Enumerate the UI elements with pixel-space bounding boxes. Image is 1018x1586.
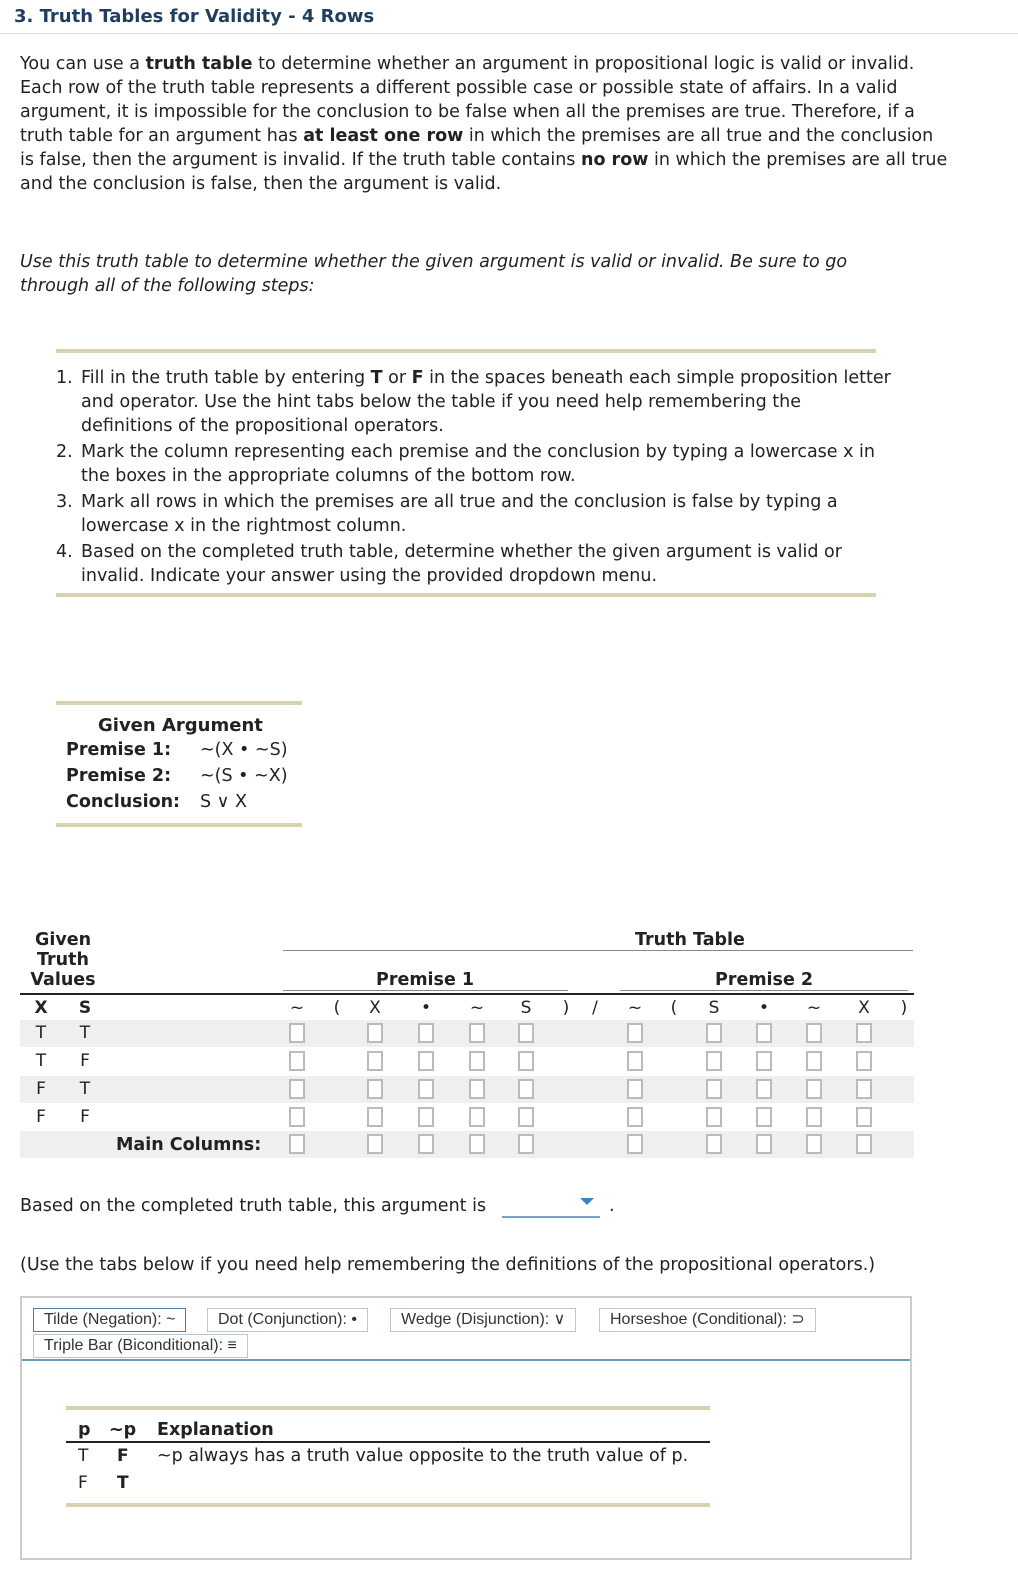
truth-value-input[interactable]	[856, 1023, 872, 1043]
bold-text: at least one row	[303, 126, 464, 146]
main-column-box[interactable]	[469, 1134, 485, 1154]
step-item-4	[56, 540, 896, 588]
given-value: F	[36, 1079, 46, 1099]
premise2-symbol: ~	[806, 998, 822, 1018]
argument-title: Given Argument	[98, 715, 263, 736]
truth-value-input[interactable]	[627, 1051, 643, 1071]
var-header-x: X	[34, 998, 48, 1018]
main-column-box[interactable]	[289, 1134, 305, 1154]
given-label-line1: Given	[35, 930, 92, 950]
text: in which the premises are all true and the conclusion is false, then the argument is valid.	[20, 150, 948, 194]
premise2-label: Premise 2:	[66, 766, 172, 786]
truth-value-input[interactable]	[289, 1051, 305, 1071]
truth-value-input[interactable]	[289, 1023, 305, 1043]
premise2-symbol: •	[758, 998, 770, 1018]
premise2-value: ~(S • ~X)	[200, 766, 288, 786]
text: You can use a	[20, 54, 146, 74]
tabs-divider	[22, 1359, 910, 1361]
given-value: T	[79, 1079, 91, 1099]
text: Fill in the truth table by entering	[81, 368, 371, 388]
step-number: 4.	[56, 542, 73, 562]
steps-bottom-rule	[56, 593, 876, 597]
page-title: 3. Truth Tables for Validity - 4 Rows	[0, 0, 1018, 34]
truth-value-input[interactable]	[418, 1023, 434, 1043]
truth-value-input[interactable]	[806, 1079, 822, 1099]
truth-value-input[interactable]	[289, 1079, 305, 1099]
truth-table-underline	[283, 950, 913, 951]
given-value: F	[36, 1107, 46, 1127]
premise2-symbol: X	[858, 998, 870, 1018]
premise2-symbol: (	[670, 998, 678, 1018]
neg-explanation: ~p always has a truth value opposite to the truth value of p.	[157, 1446, 689, 1466]
text: in the spaces beneath each simple proposition letter and operator. Use the hint tabs below the table if you need help remembering the definitions of the propositional operators.	[81, 368, 891, 436]
premise1-label: Premise 1:	[66, 740, 172, 760]
truth-value-input[interactable]	[806, 1023, 822, 1043]
tab-tilde[interactable]: Tilde (Negation): ~	[33, 1308, 186, 1332]
premise1-header: Premise 1	[376, 970, 475, 990]
main-column-box[interactable]	[518, 1134, 534, 1154]
truth-value-input[interactable]	[418, 1079, 434, 1099]
given-value: T	[35, 1023, 47, 1043]
truth-value-input[interactable]	[518, 1023, 534, 1043]
premise1-symbol: S	[520, 998, 532, 1018]
premise1-symbol: •	[420, 998, 432, 1018]
main-column-box[interactable]	[856, 1134, 872, 1154]
text: in which the premises are all true and the conclusion is false, then the argument is invalid. If the truth table contains	[20, 126, 934, 170]
truth-value-input[interactable]	[289, 1107, 305, 1127]
truth-value-input[interactable]	[518, 1051, 534, 1071]
main-column-box[interactable]	[806, 1134, 822, 1154]
text: Mark the column representing each premise and the conclusion by typing a lowercase x in the boxes in the appropriate columns of the bottom row.	[81, 442, 876, 486]
intro-paragraph	[20, 52, 950, 196]
premise1-symbol: ~	[469, 998, 485, 1018]
main-column-box[interactable]	[627, 1134, 643, 1154]
premise1-symbol: X	[369, 998, 381, 1018]
premise2-symbol: S	[708, 998, 720, 1018]
truth-value-input[interactable]	[756, 1079, 772, 1099]
truth-table-label: Truth Table	[635, 930, 745, 950]
truth-value-input[interactable]	[627, 1079, 643, 1099]
truth-value-input[interactable]	[756, 1023, 772, 1043]
truth-value-input[interactable]	[367, 1107, 383, 1127]
given-value: T	[35, 1051, 47, 1071]
steps-top-rule	[56, 349, 876, 353]
truth-value-input[interactable]	[367, 1051, 383, 1071]
step-item-1	[56, 366, 896, 438]
answer-suffix: .	[609, 1196, 615, 1216]
tab-triple-bar[interactable]: Triple Bar (Biconditional): ≡	[33, 1334, 248, 1358]
given-label-line3: Values	[30, 970, 96, 990]
text: Based on the completed truth table, determine whether the given argument is valid or invalid. Indicate your answer using the provided dropdown menu.	[81, 542, 842, 586]
bold-text: no row	[580, 150, 649, 170]
given-value: F	[80, 1107, 90, 1127]
truth-value-input[interactable]	[856, 1051, 872, 1071]
truth-value-input[interactable]	[367, 1023, 383, 1043]
truth-value-input[interactable]	[627, 1023, 643, 1043]
neg-row1-notp: F	[117, 1446, 129, 1466]
bold-text: F	[411, 368, 424, 388]
premise2-underline	[620, 990, 908, 991]
tab-horseshoe[interactable]: Horseshoe (Conditional): ⊃	[599, 1308, 816, 1332]
given-label-line2: Truth	[37, 950, 89, 970]
truth-value-input[interactable]	[418, 1107, 434, 1127]
text: or	[382, 368, 412, 388]
answer-prefix: Based on the completed truth table, this argument is	[20, 1196, 487, 1216]
negation-header-line	[66, 1441, 710, 1443]
neg-row2-p: F	[78, 1473, 88, 1493]
premise2-symbol: )	[900, 998, 908, 1018]
step-number: 3.	[56, 492, 73, 512]
steps-list	[56, 366, 896, 590]
tab-dot[interactable]: Dot (Conjunction): •	[207, 1308, 368, 1332]
conclusion-value: S ∨ X	[200, 792, 248, 812]
given-truth-values-header	[35, 930, 91, 950]
truth-value-input[interactable]	[756, 1051, 772, 1071]
bold-text: truth table	[145, 54, 253, 74]
truth-value-input[interactable]	[367, 1079, 383, 1099]
premise-separator: /	[592, 998, 598, 1018]
neg-row1-p: T	[78, 1446, 89, 1466]
truth-value-input[interactable]	[856, 1079, 872, 1099]
premise1-value: ~(X • ~S)	[200, 740, 288, 760]
premise1-underline	[283, 990, 568, 991]
premise1-symbol: )	[562, 998, 570, 1018]
chevron-down-icon[interactable]	[580, 1198, 594, 1205]
negation-bottom-rule	[66, 1503, 710, 1507]
premise1-symbol: ~	[289, 998, 305, 1018]
step-number: 1.	[56, 368, 73, 388]
row-band-1	[20, 1020, 914, 1047]
header-divider	[20, 993, 914, 995]
truth-value-input[interactable]	[856, 1107, 872, 1127]
premise2-symbol: ~	[627, 998, 643, 1018]
neg-row2-notp: T	[117, 1473, 129, 1493]
main-columns-label: Main Columns:	[116, 1135, 262, 1155]
validity-dropdown[interactable]	[502, 1194, 600, 1218]
conclusion-label: Conclusion:	[66, 792, 181, 812]
given-value: F	[80, 1051, 90, 1071]
truth-value-input[interactable]	[756, 1107, 772, 1127]
bold-text: T	[370, 368, 383, 388]
truth-value-input[interactable]	[518, 1079, 534, 1099]
var-header-s: S	[78, 998, 92, 1018]
premise2-header: Premise 2	[715, 970, 814, 990]
argument-top-rule	[56, 701, 302, 705]
row-band-3	[20, 1076, 914, 1103]
premise1-symbol: (	[333, 998, 341, 1018]
truth-value-input[interactable]	[518, 1107, 534, 1127]
truth-value-input[interactable]	[706, 1107, 722, 1127]
negation-top-rule	[66, 1406, 710, 1410]
neg-header-notp: ~p	[109, 1420, 137, 1440]
text: to determine whether an argument in propositional logic is valid or invalid. Each row of the truth table represents a different possible case or possible state of affairs. In a valid argument, it is impossible for the conclusion to be false when all the premises are true. Therefore, if a truth table for an argument has	[20, 54, 915, 146]
truth-value-input[interactable]	[469, 1107, 485, 1127]
step-item-2	[56, 440, 896, 488]
truth-value-input[interactable]	[706, 1023, 722, 1043]
tab-wedge[interactable]: Wedge (Disjunction): ∨	[390, 1308, 576, 1332]
main-column-box[interactable]	[756, 1134, 772, 1154]
truth-value-input[interactable]	[627, 1107, 643, 1127]
given-value: T	[79, 1023, 91, 1043]
step-number: 2.	[56, 442, 73, 462]
truth-value-input[interactable]	[806, 1051, 822, 1071]
step-item-3	[56, 490, 896, 538]
instruction-text: Use this truth table to determine whether the given argument is valid or invalid. Be sure to go through all of the following steps:	[20, 252, 848, 296]
truth-value-input[interactable]	[469, 1079, 485, 1099]
text: Mark all rows in which the premises are all true and the conclusion is false by typing a lowercase x in the rightmost column.	[81, 492, 838, 536]
truth-value-input[interactable]	[806, 1107, 822, 1127]
main-column-box[interactable]	[367, 1134, 383, 1154]
truth-value-input[interactable]	[469, 1051, 485, 1071]
truth-value-input[interactable]	[418, 1051, 434, 1071]
neg-header-p: p	[78, 1420, 91, 1440]
truth-value-input[interactable]	[706, 1079, 722, 1099]
main-column-box[interactable]	[418, 1134, 434, 1154]
neg-header-explanation: Explanation	[157, 1420, 274, 1440]
truth-value-input[interactable]	[469, 1023, 485, 1043]
argument-bottom-rule	[56, 823, 302, 827]
truth-value-input[interactable]	[706, 1051, 722, 1071]
hint-note: (Use the tabs below if you need help remembering the definitions of the propositional operators.)	[20, 1255, 876, 1275]
main-column-box[interactable]	[706, 1134, 722, 1154]
